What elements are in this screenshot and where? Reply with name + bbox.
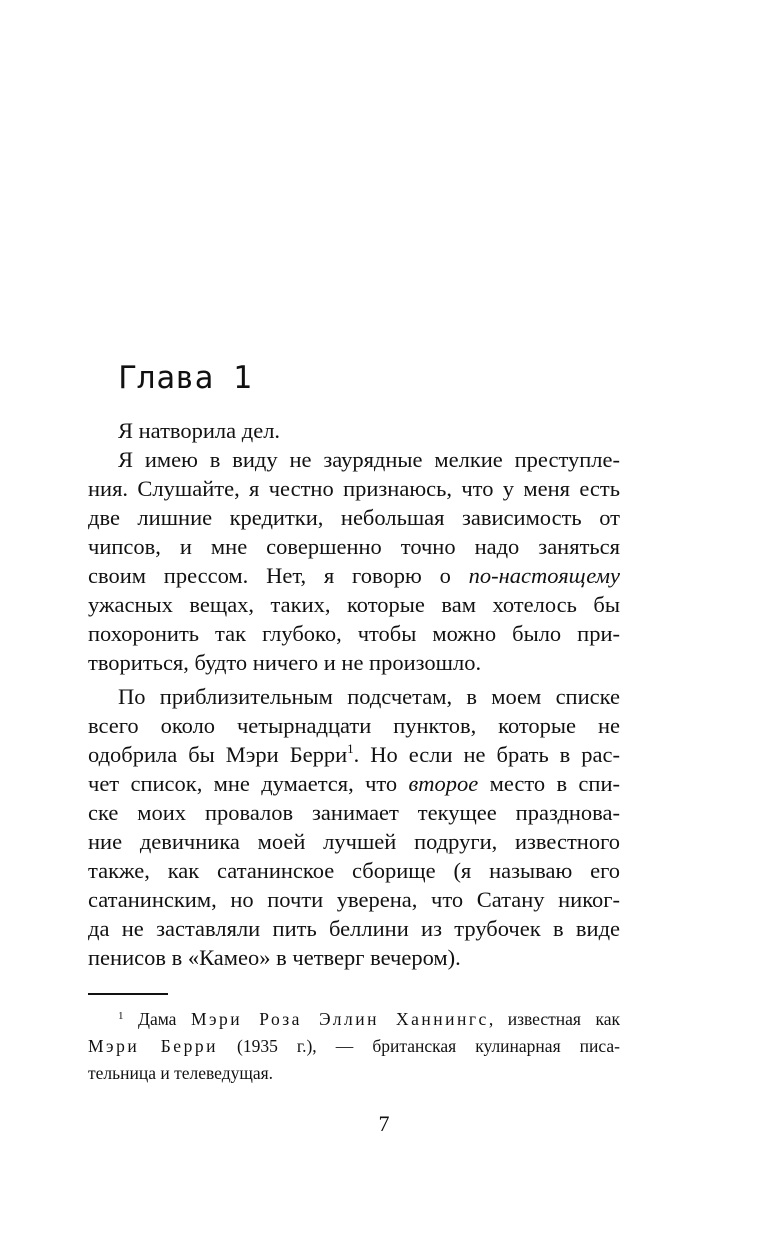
text-segment: . Но если не брать в рас- [353, 742, 620, 767]
emphasis-text: второе [408, 771, 479, 796]
paragraph-line: пенисов в «Камео» в четверг вечером). [88, 945, 461, 970]
paragraph-line: ние девичника моей лучшей подруги, известного [88, 829, 620, 854]
paragraph-line: ужасных вещах, таких, которые вам хотелось бы [88, 592, 620, 617]
paragraph-1-text: Я натворила дел. [118, 418, 281, 443]
paragraph-line [88, 416, 620, 445]
text-segment: , известная как [488, 1009, 620, 1029]
paragraph-line: ния. Слушайте, я честно признаюсь, что у меня есть [88, 476, 620, 501]
footnote-line [88, 1033, 620, 1060]
paragraph-line [88, 769, 620, 798]
paragraph-line: сатанинским, но почти уверена, что Сатану никог- [88, 887, 620, 912]
footnote [88, 1006, 620, 1087]
chapter-title: Глава 1 [118, 360, 253, 396]
spaced-name: Мэри Роза Эллин Ханнингс [190, 1009, 489, 1029]
footnote-reference[interactable]: 1 [347, 741, 354, 756]
text-segment: своим прессом. Нет, я говорю о [88, 563, 469, 588]
paragraph-line: твориться, будто ничего и не произошло. [88, 650, 482, 675]
paragraph-line: да не заставляли пить беллини из трубочек в виде [88, 916, 620, 941]
text-segment: чет список, мне думается, что [88, 771, 409, 796]
text-segment: одобрила бы Мэри Берри [88, 742, 348, 767]
paragraph-line: По приблизительным подсчетам, в моем списке [118, 684, 620, 709]
footnote-divider [88, 993, 168, 995]
paragraph-line: Я имею в виду не заурядные мелкие преступле- [118, 447, 620, 472]
body-text [88, 416, 620, 972]
paragraph-line: похоронить так глубоко, чтобы можно было при- [88, 621, 620, 646]
paragraph-line: чипсов, и мне совершенно точно надо заняться [88, 534, 620, 559]
paragraph-line: ске моих провалов занимает текущее празднова- [88, 800, 620, 825]
paragraph-line: всего около четырнадцати пунктов, которые не [88, 713, 620, 738]
emphasis-text: по-настоящему [468, 563, 620, 588]
paragraph-line: также, как сатанинское сборище (я называю его [88, 858, 620, 883]
text-segment: (1935 г.), — британская кулинарная писа- [217, 1036, 620, 1056]
text-segment: место в спи- [478, 771, 620, 796]
footnote-line: тельница и телеведущая. [88, 1063, 274, 1083]
paragraph-line [88, 561, 620, 590]
footnote-marker: 1 [118, 1010, 124, 1022]
page-number: 7 [378, 1111, 390, 1136]
paragraph-line [88, 740, 620, 769]
footnote-line [88, 1006, 620, 1033]
paragraph-line: две лишние кредитки, небольшая зависимость от [88, 505, 620, 530]
text-segment: Дама [123, 1009, 191, 1029]
spaced-name: Мэри Берри [88, 1036, 218, 1056]
